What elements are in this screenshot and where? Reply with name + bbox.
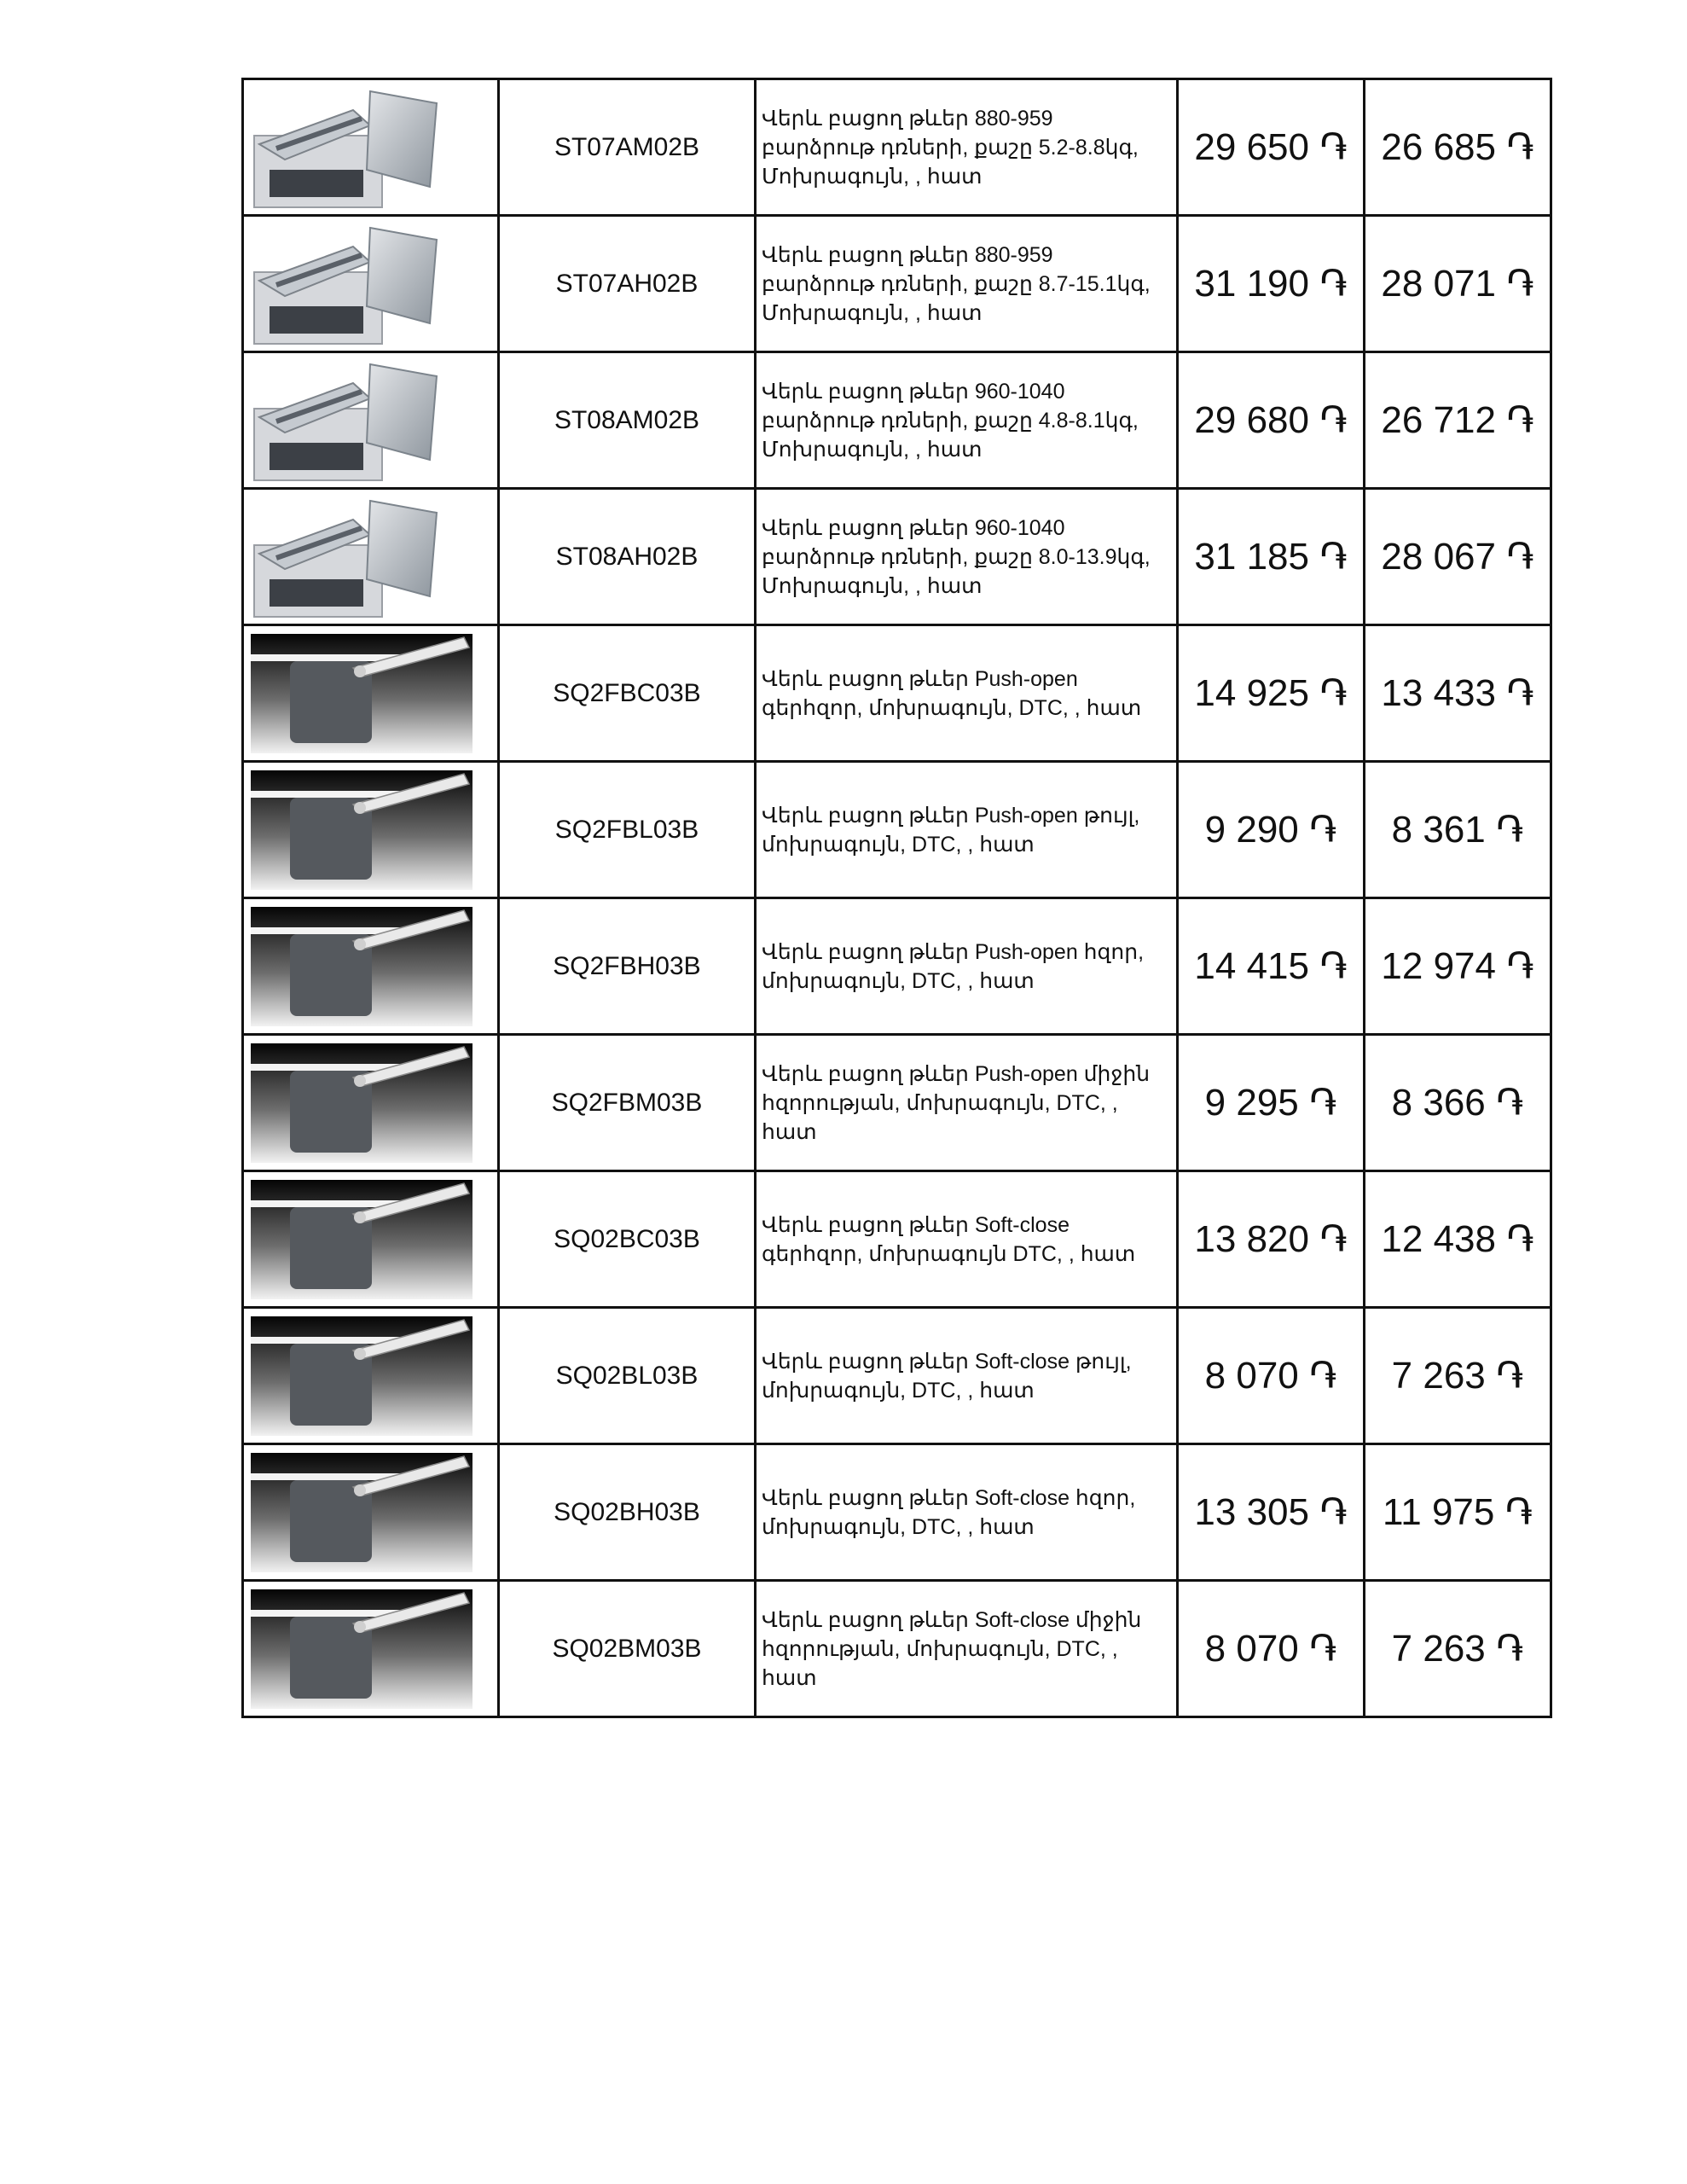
product-price: 29 680 ֏ <box>1178 352 1365 489</box>
table-row <box>243 1444 1551 1581</box>
product-description: Վերև բացող թևեր Soft-close հզոր, մոխրագույն, DTC, , հատ <box>762 1485 1136 1539</box>
product-discount-price: 8 366 ֏ <box>1365 1035 1551 1171</box>
table-row <box>243 762 1551 898</box>
product-price: 14 415 ֏ <box>1178 898 1365 1035</box>
product-description: Վերև բացող թևեր 960-1040 բարձրութ դռների, քաշը 8.0-13.9կգ, Մոխրագույն, , հատ <box>762 515 1151 598</box>
table-row <box>243 1171 1551 1308</box>
product-description: Վերև բացող թևեր Soft-close թույլ, մոխրագույն, DTC, , հատ <box>762 1349 1132 1403</box>
lift-mechanism-image <box>251 357 472 484</box>
product-discount-price: 28 067 ֏ <box>1365 489 1551 625</box>
product-description: Վերև բացող թևեր 880-959 բարձրութ դռների, քաշը 5.2-8.8կգ, Մոխրագույն, , հատ <box>762 106 1139 189</box>
product-price: 13 820 ֏ <box>1178 1171 1365 1308</box>
product-image-cell <box>243 1035 499 1171</box>
table-row <box>243 216 1551 352</box>
product-code: SQ02BC03B <box>499 1171 756 1308</box>
table-row <box>243 1035 1551 1171</box>
product-code: ST07AH02B <box>499 216 756 352</box>
table-row <box>243 489 1551 625</box>
product-price: 9 290 ֏ <box>1178 762 1365 898</box>
product-description: Վերև բացող թևեր Soft-close միջին հզորության, մոխրագույն, DTC, , հատ <box>762 1607 1142 1690</box>
table-row <box>243 79 1551 216</box>
table-row <box>243 898 1551 1035</box>
product-description-cell <box>756 489 1178 625</box>
product-description-cell <box>756 625 1178 762</box>
product-description-cell <box>756 1581 1178 1717</box>
product-price: 14 925 ֏ <box>1178 625 1365 762</box>
product-description-cell <box>756 79 1178 216</box>
product-image-cell <box>243 1171 499 1308</box>
product-code: SQ2FBM03B <box>499 1035 756 1171</box>
product-discount-price: 26 712 ֏ <box>1365 352 1551 489</box>
product-discount-price: 13 433 ֏ <box>1365 625 1551 762</box>
product-code: ST07AM02B <box>499 79 756 216</box>
product-image-cell <box>243 1444 499 1581</box>
product-price: 31 185 ֏ <box>1178 489 1365 625</box>
product-code: SQ02BL03B <box>499 1308 756 1444</box>
lift-arm-image <box>251 1316 472 1436</box>
product-description-cell <box>756 216 1178 352</box>
product-description-cell <box>756 352 1178 489</box>
price-table <box>241 78 1552 1718</box>
table-row <box>243 1581 1551 1717</box>
product-price: 9 295 ֏ <box>1178 1035 1365 1171</box>
product-image-cell <box>243 762 499 898</box>
product-image-cell <box>243 79 499 216</box>
product-discount-price: 12 438 ֏ <box>1365 1171 1551 1308</box>
product-description: Վերև բացող թևեր 960-1040 բարձրութ դռների, քաշը 4.8-8.1կգ, Մոխրագույն, , հատ <box>762 379 1139 462</box>
product-image-cell <box>243 625 499 762</box>
product-image-cell <box>243 898 499 1035</box>
product-description: Վերև բացող թևեր Push-open հզոր, մոխրագույն, DTC, , հատ <box>762 939 1145 993</box>
lift-arm-image <box>251 1589 472 1709</box>
product-image-cell <box>243 1581 499 1717</box>
product-description: Վերև բացող թևեր Soft-close գերհզոր, մոխրագույն DTC, , հատ <box>762 1212 1136 1266</box>
lift-mechanism-image <box>251 84 472 211</box>
product-code: SQ2FBL03B <box>499 762 756 898</box>
lift-arm-image <box>251 770 472 890</box>
lift-mechanism-image <box>251 494 472 620</box>
product-price: 31 190 ֏ <box>1178 216 1365 352</box>
product-description: Վերև բացող թևեր 880-959 բարձրութ դռների, քաշը 8.7-15.1կգ, Մոխրագույն, , հատ <box>762 242 1151 325</box>
product-description-cell <box>756 1035 1178 1171</box>
lift-arm-image <box>251 907 472 1026</box>
product-discount-price: 8 361 ֏ <box>1365 762 1551 898</box>
price-table-body <box>243 79 1551 1717</box>
product-description-cell <box>756 1171 1178 1308</box>
product-code: SQ2FBC03B <box>499 625 756 762</box>
lift-arm-image <box>251 1043 472 1163</box>
product-description: Վերև բացող թևեր Push-open միջին հզորության, մոխրագույն, DTC, , հատ <box>762 1061 1151 1144</box>
product-description-cell <box>756 1444 1178 1581</box>
product-image-cell <box>243 216 499 352</box>
product-discount-price: 7 263 ֏ <box>1365 1308 1551 1444</box>
product-description-cell <box>756 762 1178 898</box>
lift-arm-image <box>251 634 472 753</box>
product-code: ST08AM02B <box>499 352 756 489</box>
product-discount-price: 7 263 ֏ <box>1365 1581 1551 1717</box>
product-code: ST08AH02B <box>499 489 756 625</box>
product-code: SQ02BH03B <box>499 1444 756 1581</box>
product-price: 8 070 ֏ <box>1178 1581 1365 1717</box>
lift-mechanism-image <box>251 221 472 347</box>
product-discount-price: 26 685 ֏ <box>1365 79 1551 216</box>
product-discount-price: 12 974 ֏ <box>1365 898 1551 1035</box>
product-image-cell <box>243 1308 499 1444</box>
product-code: SQ02BM03B <box>499 1581 756 1717</box>
table-row <box>243 1308 1551 1444</box>
product-image-cell <box>243 489 499 625</box>
table-row <box>243 352 1551 489</box>
product-description: Վերև բացող թևեր Push-open թույլ, մոխրագույն, DTC, , հատ <box>762 803 1140 857</box>
product-discount-price: 28 071 ֏ <box>1365 216 1551 352</box>
product-description-cell <box>756 1308 1178 1444</box>
table-row <box>243 625 1551 762</box>
lift-arm-image <box>251 1180 472 1299</box>
lift-arm-image <box>251 1453 472 1572</box>
product-discount-price: 11 975 ֏ <box>1365 1444 1551 1581</box>
product-image-cell <box>243 352 499 489</box>
product-description-cell <box>756 898 1178 1035</box>
product-price: 13 305 ֏ <box>1178 1444 1365 1581</box>
product-price: 29 650 ֏ <box>1178 79 1365 216</box>
product-price: 8 070 ֏ <box>1178 1308 1365 1444</box>
product-code: SQ2FBH03B <box>499 898 756 1035</box>
product-description: Վերև բացող թևեր Push-open գերհզոր, մոխրագույն, DTC, , հատ <box>762 666 1142 720</box>
